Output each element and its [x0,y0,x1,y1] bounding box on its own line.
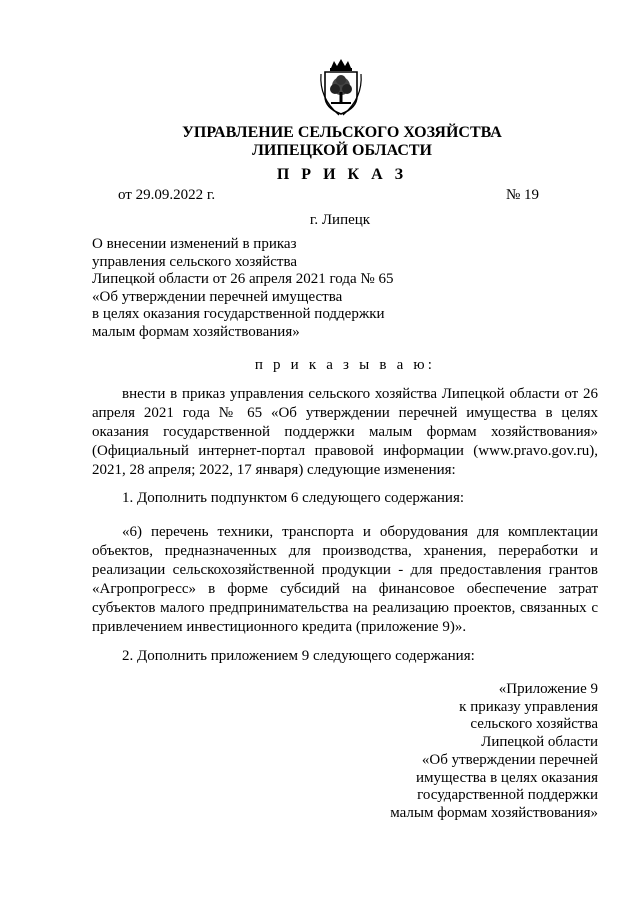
appendix-line: государственной поддержки [417,787,598,804]
body-paragraph: «6) перечень техники, транспорта и оборудования для комплектации объектов, предназначенных для производства, хранения, переработки и реализации сельскохозяйственной продукции - для предоставления грантов «Агропрогресс» в форме субсидий на финансовое обеспечение затрат субъектов малого предпринимательства на реализацию проектов, связанных с привлечением инвестиционного кредита (приложение 9)». [92,524,598,635]
subject-line: О внесении изменений в приказ [92,236,297,252]
appendix-line: малым формам хозяйствования» [390,804,598,821]
subject-line: «Об утверждении перечней имущества [92,288,343,305]
organization-name-line2: ЛИПЕЦКОЙ ОБЛАСТИ [252,142,432,159]
organization-name-line1: УПРАВЛЕНИЕ СЕЛЬСКОГО ХОЗЯЙСТВА [182,124,502,141]
appendix-line: имущества в целях оказания [415,769,598,786]
appendix-line: «Приложение 9 [498,681,598,697]
body-paragraph: 1. Дополнить подпунктом 6 следующего содержания: [122,490,465,506]
appendix-line: сельского хозяйства [470,716,598,733]
document-city: г. Липецк [309,212,371,228]
subject-line: малым формам хозяйствования» [92,323,300,340]
body-paragraph: внести в приказ управления сельского хозяйства Липецкой области от 26 апреля 2021 года № 65 «Об утверждении перечней имущества в целях оказания государственной поддержки малым формам хозяйствования» (Официальный интернет-портал правовой информации (www.pravo.gov.ru), 2021, 28 апреля; 2022, 17 января) следующие изменения: [92,386,598,478]
order-word: п р и к а з ы в а ю: [254,357,436,373]
appendix-line: к приказу управления [459,698,598,715]
subject-line: управления сельского хозяйства [92,253,297,270]
coat-of-arms-icon [317,58,365,116]
document-subject [92,236,432,342]
body-paragraph: 2. Дополнить приложением 9 следующего содержания: [122,648,475,664]
appendix-line: Липецкой области [481,734,598,751]
subject-line: Липецкой области от 26 апреля 2021 года № 65 [92,271,394,288]
appendix-line: «Об утверждении перечней [421,751,598,768]
document-number: № 19 [506,187,540,203]
document-type: П Р И К А З [276,166,408,183]
appendix-heading [390,681,598,823]
document-date: от 29.09.2022 г. [118,187,216,203]
subject-line: в целях оказания государственной поддержки [92,306,385,323]
